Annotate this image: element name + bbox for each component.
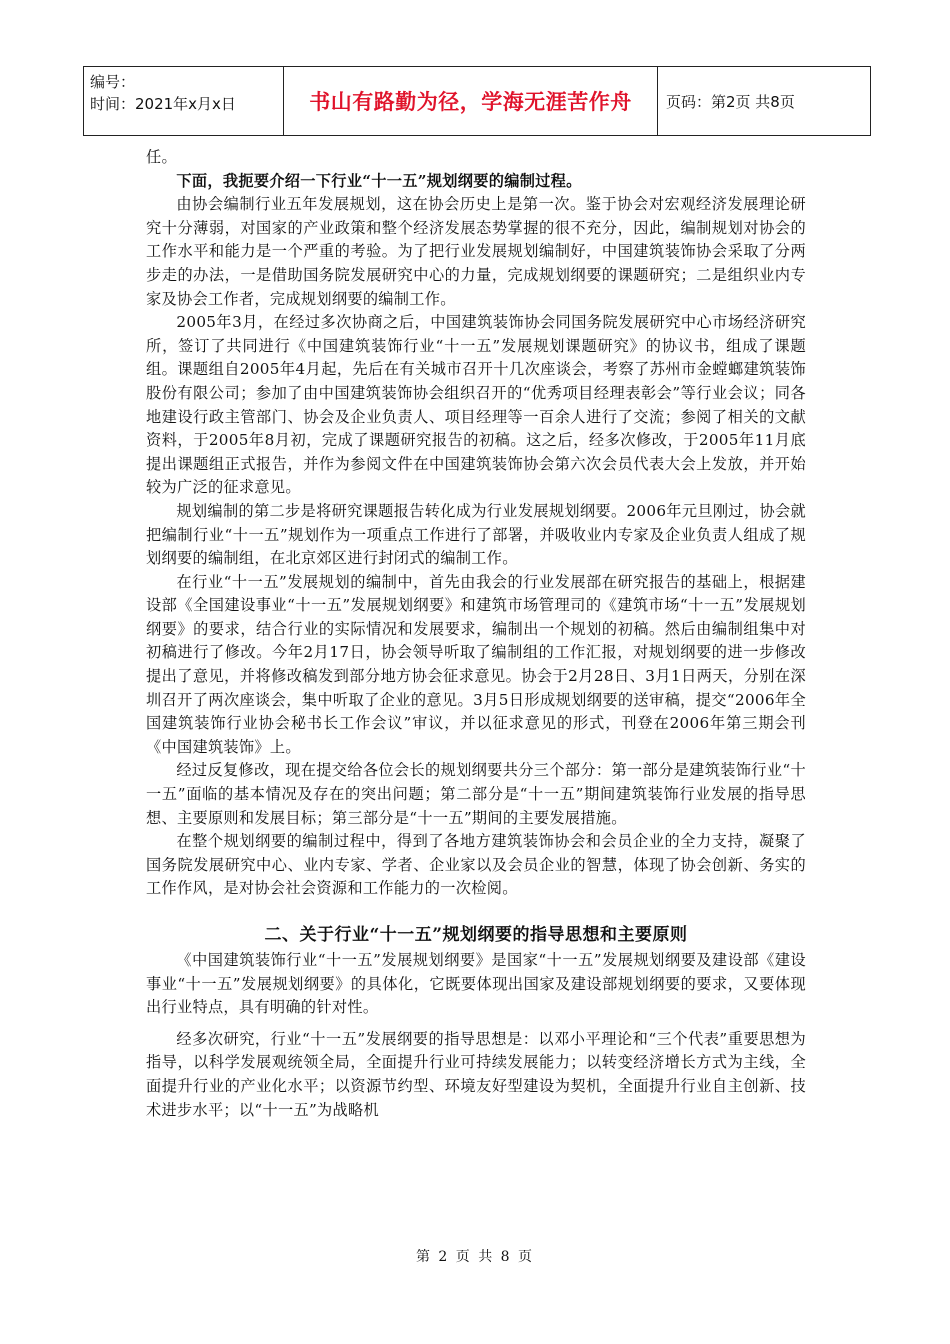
header-page-cell [658,67,870,135]
footer-page-number: 第 2 页 共 8 页 [415,1249,535,1265]
header-meta [84,67,284,135]
section-heading: 二、关于行业“十一五”规划纲要的指导思想和主要原则 [264,925,688,945]
paragraph: 由协会编制行业五年发展规划，这在协会历史上是第一次。鉴于协会对宏观经济发展理论研究十分薄弱，对国家的产业政策和整个经济发展态势掌握的很不充分，因此，编制规划对协会的工作水平和能力是一个严重的考验。为了把行业发展规划编制好，中国建筑装饰协会采取了分两步走的办法，一是借助国务院发展研究中心的力量，完成规划纲要的课题研究；二是组织业内专家及协会工作者，完成规划纲要的编制工作。 [146,195,806,308]
paragraph: 规划编制的第二步是将研究课题报告转化成为行业发展规划纲要。2006年元旦刚过，协会就把编制行业“十一五”规划作为一项重点工作进行了部署，并吸收业内专家及企业负责人组成了规划纲要的编制组，在北京郊区进行封闭式的编制工作。 [146,501,806,568]
paragraph-bold-intro: 下面，我扼要介绍一下行业“十一五”规划纲要的编制过程。 [176,171,582,190]
paragraph: 经过反复修改，现在提交给各位会长的规划纲要共分三个部分：第一部分是建筑装饰行业“十一五”面临的基本情况及存在的突出问题；第二部分是“十一五”期间建筑装饰行业发展的指导思想、主要原则和发展目标；第三部分是“十一五”期间的主要发展措施。 [146,761,806,827]
header-motto-cell [284,67,658,135]
paragraph: 任。 [146,148,177,166]
page-header [83,66,871,136]
doc-number-label: 编号： [90,73,136,91]
paragraph: 在行业“十一五”发展规划的编制中，首先由我会的行业发展部在研究报告的基础上，根据建设部《全国建设事业“十一五”发展规划纲要》和建筑市场管理司的《建筑市场“十一五”发展规划纲要》的要求，结合行业的实际情况和发展要求，编制出一个规划的初稿。然后由编制组集中对初稿进行了修改。今年2月17日，协会领导听取了编制组的工作汇报，对规划纲要的进一步修改提出了意见，并将修改稿发到部分地方协会征求意见。协会于2月28日、3月1日两天，分别在深圳召开了两次座谈会，集中听取了企业的意见。3月5日形成规划纲要的送审稿，提交“2006年全国建筑装饰行业协会秘书长工作会议”审议，并以征求意见的形式，刊登在2006年第三期会刊《中国建筑装饰》上。 [146,572,806,756]
document-body [146,146,806,1122]
header-motto: 书山有路勤为径，学海无涯苦作舟 [309,90,632,114]
header-page-label: 页码：第2页 共8页 [666,92,795,111]
page-footer [0,1246,950,1266]
doc-time-label: 时间：2021年x月x日 [90,95,236,113]
paragraph: 2005年3月，在经过多次协商之后，中国建筑装饰协会同国务院发展研究中心市场经济研究所，签订了共同进行《中国建筑装饰行业“十一五”发展规划课题研究》的协议书，组成了课题组。课题组自2005年4月起，先后在有关城市召开十几次座谈会，考察了苏州市金螳螂建筑装饰股份有限公司；参加了由中国建筑装饰协会组织召开的“优秀项目经理表彰会”等行业会议；同各地建设行政主管部门、协会及企业负责人、项目经理等一百余人进行了交流；参阅了相关的文献资料，于2005年8月初，完成了课题研究报告的初稿。这之后，经多次修改，于2005年11月底提出课题组正式报告，并作为参阅文件在中国建筑装饰协会第六次会员代表大会上发放，并开始较为广泛的征求意见。 [146,313,806,497]
paragraph: 在整个规划纲要的编制过程中，得到了各地方建筑装饰协会和会员企业的全力支持，凝聚了国务院发展研究中心、业内专家、学者、企业家以及会员企业的智慧，体现了协会创新、务实的工作作风，是对协会社会资源和工作能力的一次检阅。 [146,832,806,898]
paragraph: 经多次研究，行业“十一五”发展纲要的指导思想是：以邓小平理论和“三个代表”重要思想为指导，以科学发展观统领全局，全面提升行业可持续发展能力；以转变经济增长方式为主线，全面提升行业的产业化水平；以资源节约型、环境友好型建设为契机，全面提升行业自主创新、技术进步水平；以“十一五”为战略机 [146,1029,806,1119]
paragraph: 《中国建筑装饰行业“十一五”发展规划纲要》是国家“十一五”发展规划纲要及建设部《建设事业“十一五”发展规划纲要》的具体化，它既要体现出国家及建设部规划纲要的要求，又要体现出行业特点，具有明确的针对性。 [146,951,806,1017]
